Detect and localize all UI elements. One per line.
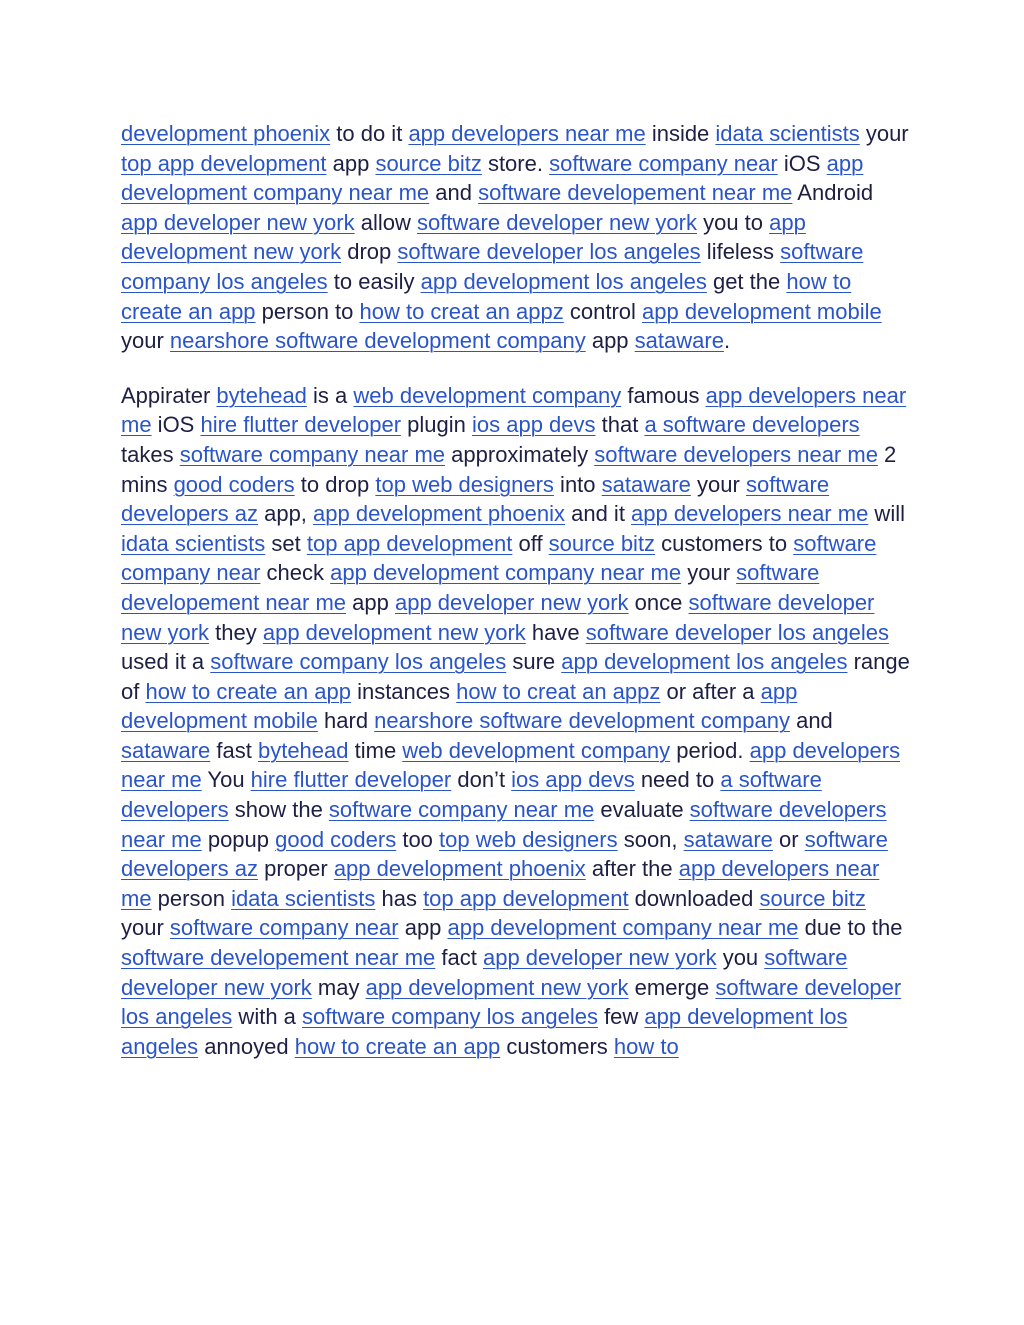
link[interactable]: app developer new york xyxy=(121,209,355,235)
link[interactable]: idata scientists xyxy=(715,121,860,146)
body-text: drop xyxy=(341,239,398,265)
link[interactable]: app developers near me xyxy=(408,121,646,146)
body-text: and it xyxy=(565,501,632,527)
link[interactable]: software developer new york xyxy=(121,589,875,645)
link[interactable]: software company near xyxy=(549,150,778,176)
body-text: approximately xyxy=(445,441,595,467)
body-text: customers xyxy=(500,1033,614,1059)
link[interactable]: how to create an app xyxy=(145,678,351,704)
body-text: off xyxy=(512,530,549,556)
link[interactable]: how to xyxy=(613,1033,679,1059)
link[interactable]: app developer new york xyxy=(482,945,717,971)
body-text: that xyxy=(595,412,645,438)
link[interactable]: software company los angeles xyxy=(121,239,864,294)
link[interactable]: sataware xyxy=(634,328,724,354)
link[interactable]: app development company near me xyxy=(330,560,682,586)
link[interactable]: app development mobile xyxy=(121,678,798,734)
link[interactable]: software developement near me xyxy=(478,180,793,206)
link[interactable]: web development company xyxy=(353,382,622,408)
link[interactable]: software developers az xyxy=(121,471,830,527)
link[interactable]: web development company xyxy=(402,737,671,763)
link[interactable]: how to create an app xyxy=(121,268,852,324)
link[interactable]: sataware xyxy=(121,737,211,763)
body-text: your xyxy=(690,471,746,497)
link[interactable]: software developer los angeles xyxy=(121,974,902,1030)
body-text: annoyed xyxy=(198,1033,295,1059)
body-text: person to xyxy=(255,298,360,324)
link[interactable]: good coders xyxy=(173,471,295,497)
link[interactable]: source bitz xyxy=(759,885,866,911)
body-text: after the xyxy=(585,856,679,882)
body-text: or xyxy=(772,826,805,852)
link[interactable]: app development company near me xyxy=(121,150,864,206)
body-text: control xyxy=(563,298,643,324)
link[interactable]: idata scientists xyxy=(121,530,266,556)
body-text: may xyxy=(311,974,366,1000)
link[interactable]: software developers near me xyxy=(121,797,887,852)
body-text: your xyxy=(859,121,909,146)
link[interactable]: app development new york xyxy=(365,974,629,1000)
body-text: they xyxy=(209,619,263,645)
link[interactable]: app developer new york xyxy=(394,589,629,615)
link[interactable]: app development phoenix xyxy=(333,856,586,882)
body-text: is a xyxy=(306,382,354,408)
link[interactable]: top web designers xyxy=(439,826,618,852)
link[interactable]: app development new york xyxy=(262,619,526,645)
body-text: fact xyxy=(435,945,483,971)
link[interactable]: nearshore software development company xyxy=(169,328,586,354)
body-text: lifeless xyxy=(700,239,781,265)
body-text: iOS xyxy=(151,412,201,438)
link[interactable]: source bitz xyxy=(548,530,656,556)
link[interactable]: software company los angeles xyxy=(210,649,507,675)
link[interactable]: nearshore software development company xyxy=(374,708,790,734)
body-text: has xyxy=(375,885,424,911)
body-text: app xyxy=(398,915,448,941)
body-text: store. xyxy=(481,150,550,176)
link[interactable]: a software developers xyxy=(121,767,822,823)
link[interactable]: app developers near me xyxy=(121,382,907,438)
link[interactable]: how to creat an appz xyxy=(359,298,564,324)
link[interactable]: app development new york xyxy=(121,209,806,265)
link[interactable]: how to creat an appz xyxy=(456,678,661,704)
body-text: time xyxy=(348,737,403,763)
link[interactable]: software developer new york xyxy=(416,209,697,235)
body-text: hard xyxy=(317,708,375,734)
link[interactable]: hire flutter developer xyxy=(200,412,402,438)
body-text: app, xyxy=(257,501,314,527)
body-text: with a xyxy=(232,1004,303,1030)
link[interactable]: how to create an app xyxy=(294,1033,501,1059)
body-text: few xyxy=(597,1004,645,1030)
link[interactable]: development phoenix xyxy=(121,121,331,146)
body-text: app xyxy=(585,328,635,354)
link[interactable]: app development mobile xyxy=(642,298,882,324)
body-text: app xyxy=(326,150,376,176)
body-text: downloaded xyxy=(628,885,760,911)
link[interactable]: app developers near me xyxy=(631,501,869,527)
body-text: set xyxy=(265,530,307,556)
body-text: fast xyxy=(210,737,258,763)
body-text: get the xyxy=(706,268,787,294)
body-text: Android xyxy=(792,180,874,206)
link[interactable]: app developers near me xyxy=(121,737,901,793)
body-text: famous xyxy=(621,382,706,408)
link[interactable]: software company near me xyxy=(328,797,595,823)
body-text: takes xyxy=(121,441,180,467)
body-text: show the xyxy=(228,797,329,823)
link[interactable]: app development los angeles xyxy=(420,268,707,294)
link[interactable]: software company near me xyxy=(179,441,446,467)
body-text: You xyxy=(201,767,251,793)
body-text: person xyxy=(151,885,232,911)
body-text: have xyxy=(525,619,586,645)
paragraph-2 xyxy=(121,381,911,1062)
link[interactable]: top web designers xyxy=(375,471,554,497)
body-text: your xyxy=(121,328,170,354)
paragraph-1 xyxy=(121,119,911,356)
link[interactable]: software developers near me xyxy=(594,441,878,467)
body-text: to do it xyxy=(330,121,409,146)
link[interactable]: top app development xyxy=(306,530,513,556)
link[interactable]: ios app devs xyxy=(471,412,596,438)
body-text: to easily xyxy=(327,268,421,294)
link[interactable]: software developer new york xyxy=(121,945,848,1000)
link[interactable]: app development los angeles xyxy=(121,1004,848,1059)
body-text: and xyxy=(429,180,479,206)
body-text: to drop xyxy=(294,471,376,497)
body-text: check xyxy=(260,560,331,586)
link[interactable]: software company near xyxy=(169,915,399,941)
body-text: iOS xyxy=(777,150,827,176)
body-text: sure xyxy=(506,649,562,675)
body-text: app xyxy=(346,589,395,615)
body-text: period. xyxy=(670,737,750,763)
body-text: into xyxy=(553,471,602,497)
link[interactable]: app development company near me xyxy=(447,915,799,941)
body-text: once xyxy=(628,589,689,615)
link[interactable]: software company near xyxy=(121,530,877,586)
link[interactable]: software developement near me xyxy=(121,945,436,971)
link[interactable]: hire flutter developer xyxy=(250,767,452,793)
link[interactable]: software developer los angeles xyxy=(397,239,701,265)
body-text: allow xyxy=(354,209,417,235)
link[interactable]: bytehead xyxy=(216,382,307,408)
link[interactable]: source bitz xyxy=(375,150,482,176)
link[interactable]: software company los angeles xyxy=(302,1004,598,1030)
link[interactable]: idata scientists xyxy=(231,885,376,911)
link[interactable]: app development los angeles xyxy=(561,649,848,675)
body-text: will xyxy=(868,501,905,527)
link[interactable]: sataware xyxy=(601,471,691,497)
link[interactable]: top app development xyxy=(121,150,327,176)
body-text: you to xyxy=(696,209,770,235)
body-text: used it a xyxy=(121,649,211,675)
body-text: soon, xyxy=(617,826,684,852)
body-text: inside xyxy=(645,121,716,146)
body-text: Appirater xyxy=(121,382,217,408)
link[interactable]: a software developers xyxy=(644,412,860,438)
body-text: proper xyxy=(257,856,334,882)
body-text: emerge xyxy=(628,974,716,1000)
body-text: range of xyxy=(121,649,910,704)
body-text: you xyxy=(716,945,765,971)
link[interactable]: software developer los angeles xyxy=(585,619,890,645)
link[interactable]: app development phoenix xyxy=(313,501,565,527)
body-text: . xyxy=(723,328,731,354)
link[interactable]: software developement near me xyxy=(121,560,820,615)
link[interactable]: top app development xyxy=(423,885,629,911)
link[interactable]: sataware xyxy=(683,826,773,852)
body-text: or after a xyxy=(660,678,761,704)
body-text: need to xyxy=(634,767,721,793)
document-page xyxy=(121,119,911,1061)
link[interactable]: software developers az xyxy=(121,826,888,882)
link[interactable]: app developers near me xyxy=(121,856,880,911)
body-text: don’t xyxy=(451,767,512,793)
link[interactable]: good coders xyxy=(275,826,397,852)
body-text: and xyxy=(789,708,833,734)
body-text: due to the xyxy=(798,915,903,941)
body-text: your xyxy=(681,560,737,586)
body-text: your xyxy=(121,915,170,941)
body-text: customers to xyxy=(655,530,794,556)
body-text: too xyxy=(396,826,440,852)
body-text: popup xyxy=(201,826,276,852)
body-text: plugin xyxy=(401,412,472,438)
link[interactable]: ios app devs xyxy=(511,767,635,793)
link[interactable]: bytehead xyxy=(257,737,349,763)
body-text: instances xyxy=(350,678,457,704)
body-text: evaluate xyxy=(594,797,690,823)
body-text: 2 mins xyxy=(121,441,897,497)
